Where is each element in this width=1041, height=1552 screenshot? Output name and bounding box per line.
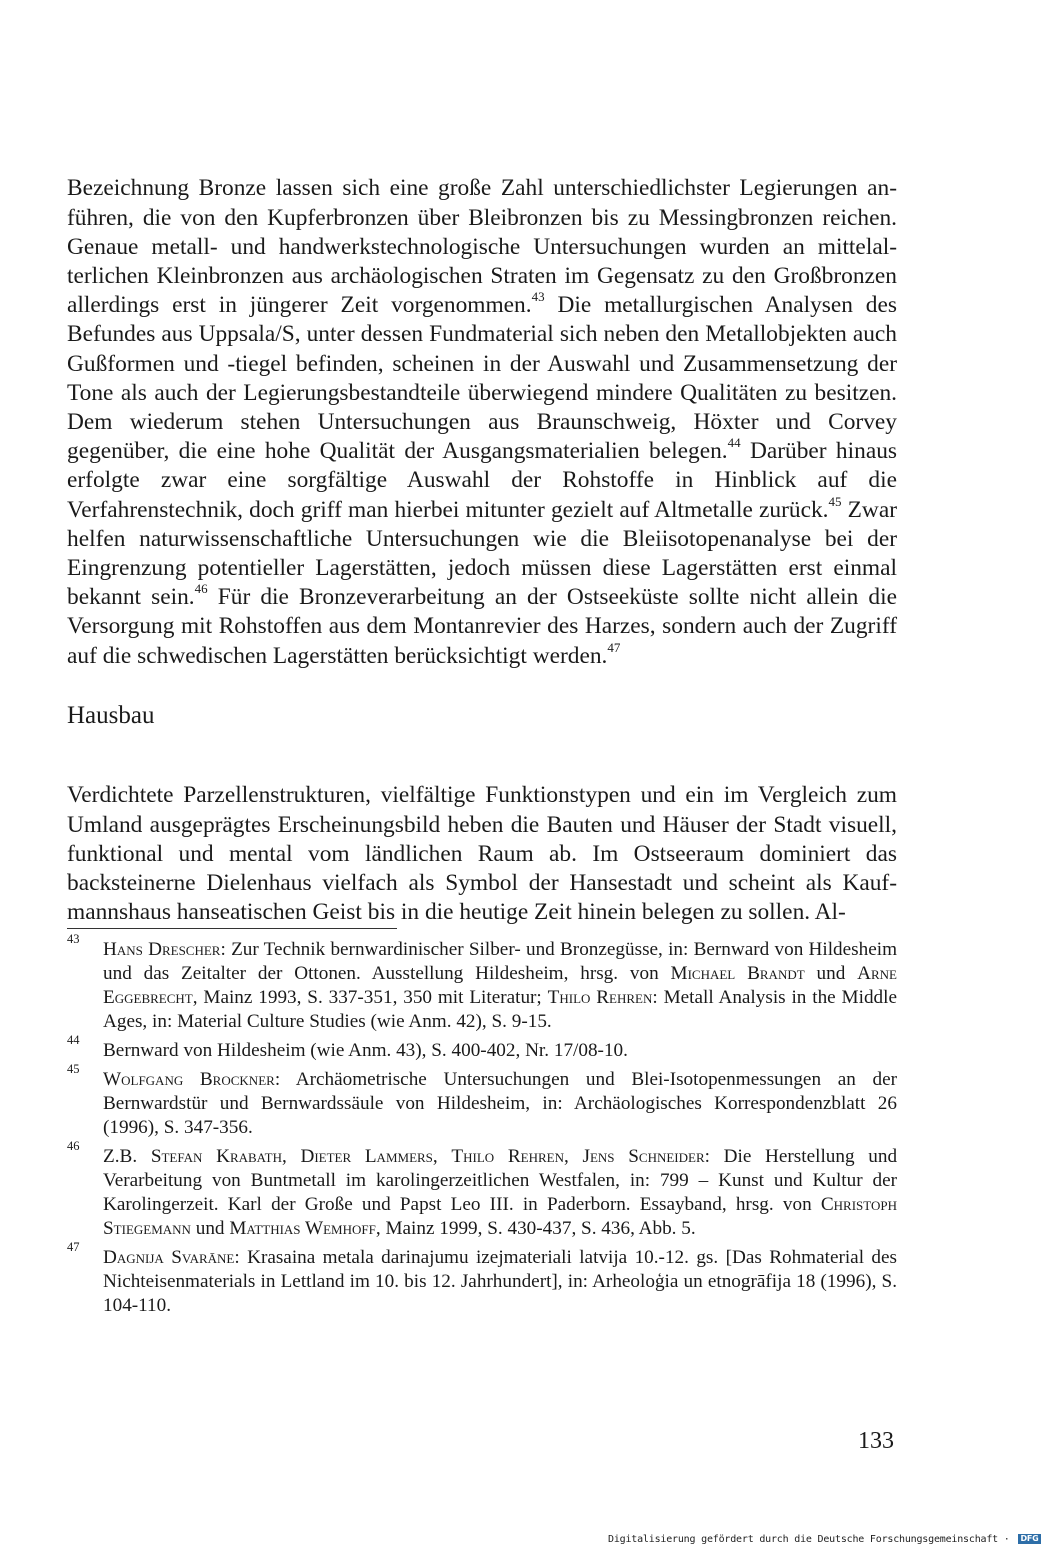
text-run: , [564, 1146, 583, 1167]
text-run: , [281, 1146, 301, 1167]
text-run: , Mainz 1993, S. 337-351, 350 mit Literatur; [192, 987, 548, 1008]
footnote-reference: 46 [194, 581, 208, 597]
author-name: Jens Schneider [582, 1146, 705, 1167]
text-run: Darüber hinaus erfolgte zwar eine sorgfältige Auswahl der Rohstoffe in Hinblick auf die Verfahrenstechnik, doch griff man hierbei mitunter gezielt auf Altmetalle zurück. [67, 438, 898, 523]
text-run: Bezeichnung Bronze lassen sich eine große Zahl unterschiedlichster Legierungen anführen, die von den Kupferbronzen über Bleibronzen bis zu Messingbronzen reichen. Genaue metall- und handwerkstechnologische Untersuchungen wurden an mittelalterlichen Kleinbronzen aus archäologischen Straten im Gegensatz zu den Großbronzen allerdings erst in jüngerer Zeit vorgenommen. [67, 175, 897, 319]
text-run: : Krasaina metala darinajumu izejmateriali latvija 10.-12. gs. [Das Rohmaterial des Nichteisenmaterials in Lettland im 10. bis 12. Jahrhundert], in: Arheoloģia un etnogrāfija 18 (1996), S. 104-110. [103, 1247, 897, 1316]
author-name: Thilo Rehren [451, 1146, 565, 1167]
author-name: Christoph Stiegemann [103, 1194, 897, 1239]
footnote-reference: 43 [531, 289, 545, 305]
author-name: Stefan Krabath [150, 1146, 282, 1167]
text-run: : Archäometrische Untersuchungen und Blei-Isotopenmessungen an der Bernwardstür und Bernwardssäule von Hildesheim, in: Archäologisches Korrespondenzblatt 26 (1996), S. 347-356. [103, 1069, 897, 1138]
text-run: und [190, 1218, 230, 1239]
author-name: Wolfgang Brockner [103, 1069, 275, 1090]
footnote-number: 46 [67, 1139, 80, 1153]
footnote [67, 1062, 897, 1140]
text-run: : Metall Analysis in the Middle Ages, in: Material Culture Studies (wie Anm. 42), S. 9-15. [103, 987, 897, 1032]
footnote-number: 44 [67, 1033, 80, 1047]
digitization-notice-text: Digitalisierung gefördert durch die Deutsche Forschungsgemeinschaft · [608, 1534, 1010, 1545]
text-run: Z.B. [103, 1146, 151, 1167]
text-run: und [804, 963, 858, 984]
author-name: Matthias Wemhoff [229, 1218, 376, 1239]
text-run: , [432, 1146, 452, 1167]
text-run: Die metallurgischen Analysen des Befundes aus Uppsala/S, unter dessen Fundmaterial sich neben den Metallobjekten auch Gußformen und -tiegel befinden, scheinen in der Auswahl und Zusammensetzung der Tone als auch der Legierungsbestandteile überwiegend mindere Qualitäten zu besitzen. Dem wiederum stehen Untersuchungen aus Braunschweig, Höxter und Corvey gegenüber, die eine hohe Qualität der Ausgangsmaterialien belegen. [67, 292, 897, 465]
text-run: Bernward von Hildesheim (wie Anm. 43), S. 400-402, Nr. 17/08-10. [103, 1040, 628, 1061]
page-number: 133 [858, 1428, 894, 1454]
text-run: Verdichtete Parzellenstrukturen, vielfältige Funktionstypen und ein im Vergleich zum Umland ausgeprägtes Erscheinungsbild heben die Bauten und Häuser der Stadt visuell, funktional und mental vom ländlichen Raum ab. Im Ostseeraum dominiert das backsteinerne Dielenhaus vielfach als Symbol der Hansestadt und scheint als Kaufmannshaus hanseatischen Geist bis in die heutige Zeit hinein belegen zu sollen. Al- [67, 782, 897, 926]
text-run: Zwar helfen naturwissenschaftliche Untersuchungen wie die Bleiisotopenanalyse bei der Eingrenzung potentieller Lagerstätten, jedoch müssen diese Lagerstätten erst einmal bekannt sein. [67, 496, 897, 611]
dfg-logo: DFG [1020, 1534, 1039, 1543]
text-run: : Die Herstellung und Verarbeitung von Buntmetall im karolingerzeitlichen Westfalen, in: 799 – Kunst und Kultur der Karolingerzeit. Karl der Große und Papst Leo III. in Paderborn. Essayband, hrsg. von [103, 1146, 898, 1215]
body-paragraph-bronze [67, 174, 897, 670]
footnote-number: 47 [67, 1240, 80, 1254]
footnote-divider [67, 928, 397, 929]
author-name: Thilo Rehren [547, 987, 653, 1008]
footnotes-section [67, 932, 898, 1323]
footnote [67, 932, 897, 1034]
footnote [67, 1033, 897, 1063]
body-paragraph-hausbau [67, 781, 897, 927]
footnote-number: 45 [67, 1062, 80, 1076]
text-run: : Zur Technik bernwardinischer Silber- und Bronzegüsse, in: Bernward von Hildesheim und das Zeitalter der Ottonen. Ausstellung Hildesheim, hrsg. von [103, 939, 897, 984]
author-name: Dieter Lammers [300, 1146, 433, 1167]
footnote [67, 1240, 897, 1318]
author-name: Michael Brandt [670, 963, 805, 984]
footnote-reference: 45 [828, 493, 842, 509]
text-run: , Mainz 1999, S. 430-437, S. 436, Abb. 5. [375, 1218, 696, 1239]
footnote [67, 1139, 898, 1241]
digitization-notice [608, 1534, 1041, 1546]
author-name: Arne Eggebrecht [103, 963, 897, 1008]
footnote-reference: 47 [607, 639, 621, 655]
author-name: Hans Drescher [103, 939, 221, 960]
text-run: Für die Bronzeverarbeitung an der Ostseeküste sollte nicht allein die Versorgung mit Rohstoffen aus dem Montanrevier des Harzes, sondern auch der Zugriff auf die schwedischen Lagerstätten berücksichtigt werden. [67, 584, 897, 669]
section-heading: Hausbau [67, 702, 155, 729]
footnote-reference: 44 [727, 435, 741, 451]
footnote-number: 43 [67, 932, 80, 946]
author-name: Dagnija Svarāne [103, 1247, 235, 1268]
